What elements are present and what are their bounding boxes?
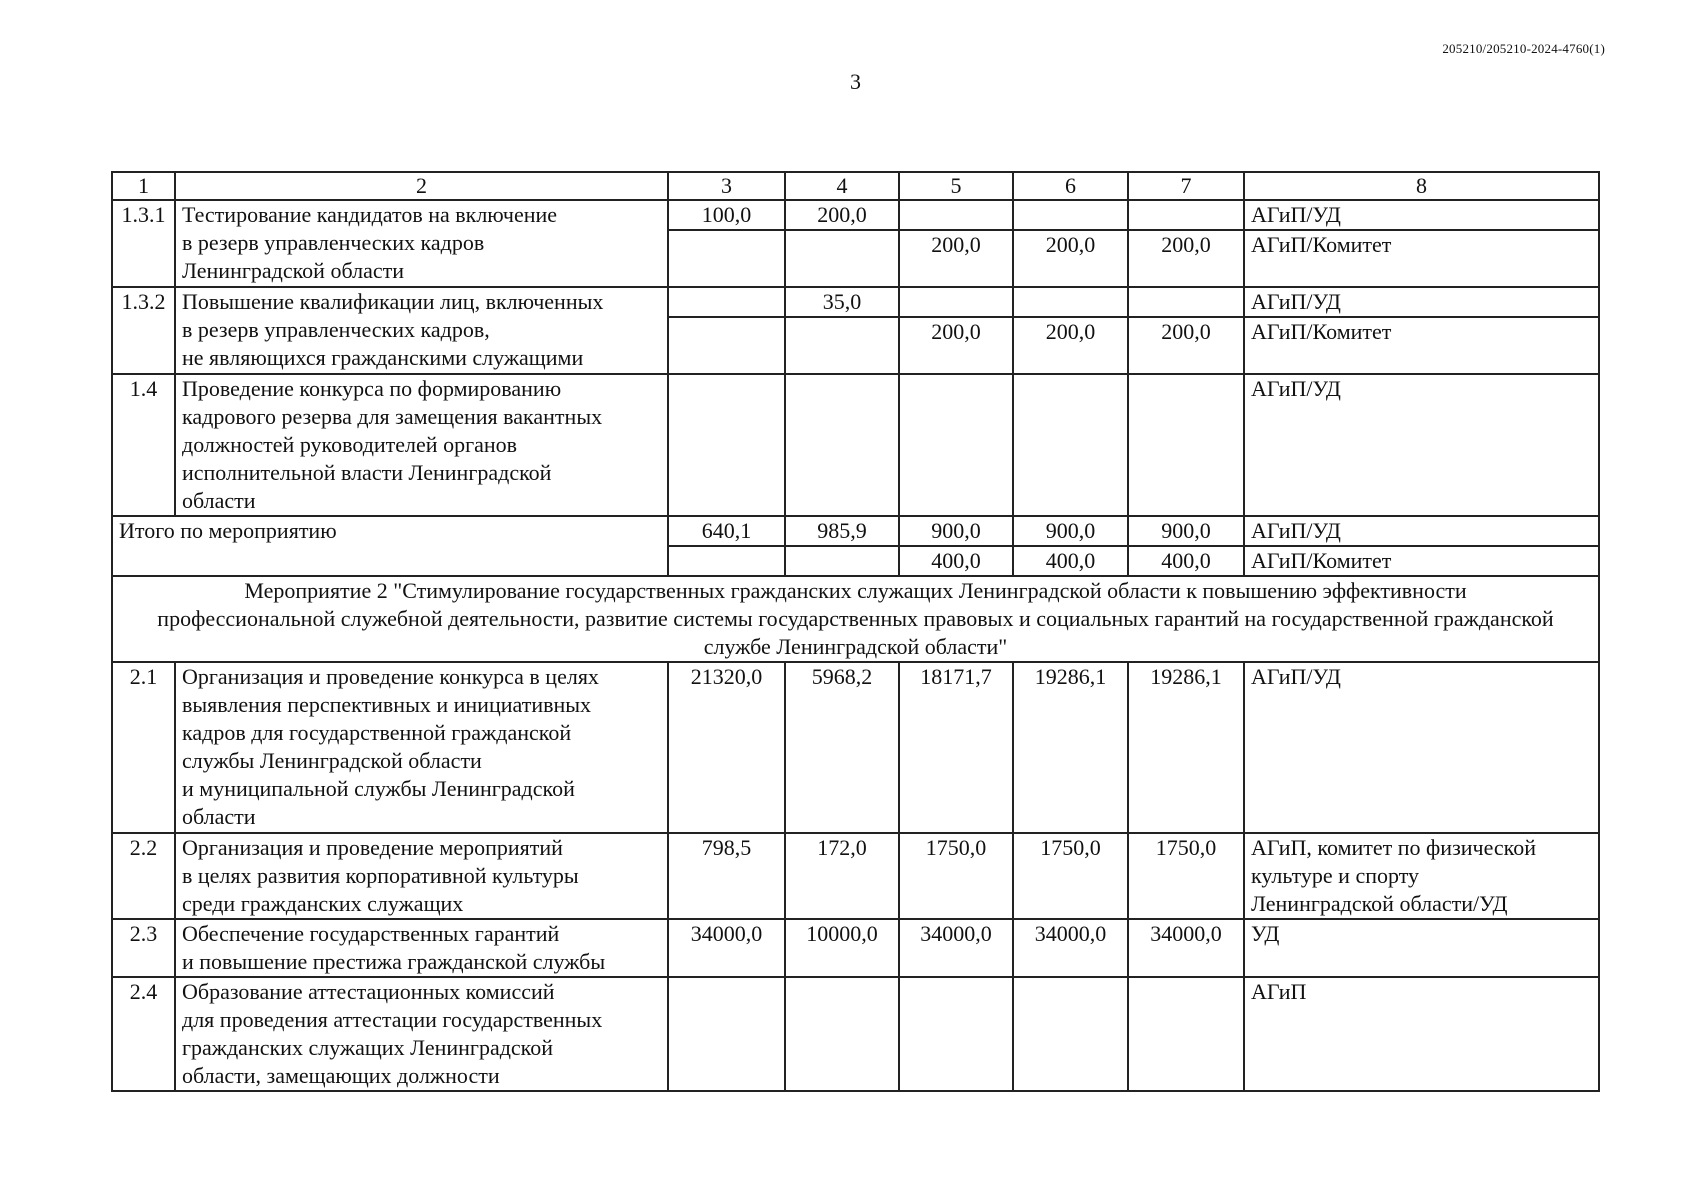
cell-value: 200,0 [785,200,899,230]
column-header: 8 [1244,172,1599,200]
cell-value: 900,0 [899,516,1013,546]
table-row [112,200,1599,230]
cell-value: 200,0 [899,317,1013,374]
cell-value: 400,0 [1128,546,1244,576]
row-number: 2.3 [112,919,175,977]
cell-executor: АГиП/УД [1244,662,1599,833]
cell-value [899,977,1013,1091]
total-row [112,546,1599,576]
cell-value: 900,0 [1013,516,1128,546]
budget-table [111,171,1600,1092]
cell-value: 200,0 [1128,230,1244,287]
cell-value [785,546,899,576]
cell-executor: УД [1244,919,1599,977]
table-row [112,833,1599,919]
cell-value: 200,0 [1013,317,1128,374]
cell-value: 100,0 [668,200,785,230]
cell-executor: АГиП/Комитет [1244,546,1599,576]
cell-executor: АГиП/УД [1244,200,1599,230]
cell-value [785,374,899,516]
cell-value: 172,0 [785,833,899,919]
cell-value: 900,0 [1128,516,1244,546]
cell-value [1013,200,1128,230]
table-row [112,287,1599,317]
cell-value: 640,1 [668,516,785,546]
cell-executor: АГиП/УД [1244,374,1599,516]
cell-value: 19286,1 [1013,662,1128,833]
cell-value [1128,977,1244,1091]
table-row [112,919,1599,977]
cell-executor: АГиП/УД [1244,287,1599,317]
row-name: Обеспечение государственных гарантий и повышение престижа гражданской службы [175,919,668,977]
row-name: Организация и проведение конкурса в целях выявления перспективных и инициативных кадров для государственной гражданской службы Ленинградской области и муниципальной службы Ленинградской области [175,662,668,833]
cell-value [1013,977,1128,1091]
row-name: Повышение квалификации лиц, включенных в резерв управленческих кадров, не являющихся гражданскими служащими [175,287,668,374]
table-row [112,977,1599,1091]
cell-value: 1750,0 [1013,833,1128,919]
cell-value: 34000,0 [668,919,785,977]
cell-executor: АГиП/Комитет [1244,317,1599,374]
cell-value [899,200,1013,230]
column-header: 2 [175,172,668,200]
row-number: 1.4 [112,374,175,516]
cell-value [899,287,1013,317]
cell-value [899,374,1013,516]
cell-executor: АГиП/Комитет [1244,230,1599,287]
cell-value [668,977,785,1091]
total-row [112,516,1599,546]
cell-value [668,287,785,317]
cell-value: 18171,7 [899,662,1013,833]
cell-value: 10000,0 [785,919,899,977]
row-number: 2.1 [112,662,175,833]
cell-value: 400,0 [1013,546,1128,576]
column-header: 5 [899,172,1013,200]
cell-value: 200,0 [1013,230,1128,287]
row-number: 1.3.2 [112,287,175,374]
cell-value [1013,374,1128,516]
row-name: Проведение конкурса по формированию кадрового резерва для замещения вакантных должностей руководителей органов исполнительной власти Ленинградской области [175,374,668,516]
cell-value: 798,5 [668,833,785,919]
column-header: 4 [785,172,899,200]
cell-value: 35,0 [785,287,899,317]
column-header: 6 [1013,172,1128,200]
cell-executor: АГиП [1244,977,1599,1091]
cell-value: 200,0 [899,230,1013,287]
row-name: Тестирование кандидатов на включение в резерв управленческих кадров Ленинградской области [175,200,668,287]
cell-executor: АГиП/УД [1244,516,1599,546]
table-row [112,374,1599,516]
cell-value: 34000,0 [1128,919,1244,977]
cell-executor: АГиП, комитет по физической культуре и спорту Ленинградской области/УД [1244,833,1599,919]
total-label-spacer [112,546,668,576]
cell-value: 34000,0 [1013,919,1128,977]
row-name: Организация и проведение мероприятий в целях развития корпоративной культуры среди гражданских служащих [175,833,668,919]
column-header: 3 [668,172,785,200]
cell-value [785,977,899,1091]
section-title: Мероприятие 2 "Стимулирование государственных гражданских служащих Ленинградской области к повышению эффективности профессиональной служебной деятельности, развитие системы государственных правовых и социальных гарантий на государственной гражданской службе Ленинградской области" [112,576,1599,662]
cell-value: 1750,0 [1128,833,1244,919]
cell-value [668,317,785,374]
cell-value: 200,0 [1128,317,1244,374]
cell-value [1128,374,1244,516]
cell-value [668,546,785,576]
section-row [112,576,1599,662]
document-number: 205210/205210-2024-4760(1) [1442,41,1605,56]
cell-value: 19286,1 [1128,662,1244,833]
cell-value: 21320,0 [668,662,785,833]
total-label: Итого по мероприятию [112,516,668,546]
row-number: 2.2 [112,833,175,919]
row-number: 1.3.1 [112,200,175,287]
cell-value [1128,200,1244,230]
table-header-row [112,172,1599,200]
cell-value: 5968,2 [785,662,899,833]
cell-value [785,230,899,287]
column-header: 1 [112,172,175,200]
row-name: Образование аттестационных комиссий для проведения аттестации государственных гражданских служащих Ленинградской области, замещающих должности [175,977,668,1091]
page-number: 3 [850,69,861,94]
cell-value: 985,9 [785,516,899,546]
table-row [112,662,1599,833]
cell-value [668,374,785,516]
cell-value: 400,0 [899,546,1013,576]
cell-value [1013,287,1128,317]
cell-value: 34000,0 [899,919,1013,977]
cell-value: 1750,0 [899,833,1013,919]
cell-value [785,317,899,374]
column-header: 7 [1128,172,1244,200]
cell-value [1128,287,1244,317]
row-number: 2.4 [112,977,175,1091]
cell-value [668,230,785,287]
